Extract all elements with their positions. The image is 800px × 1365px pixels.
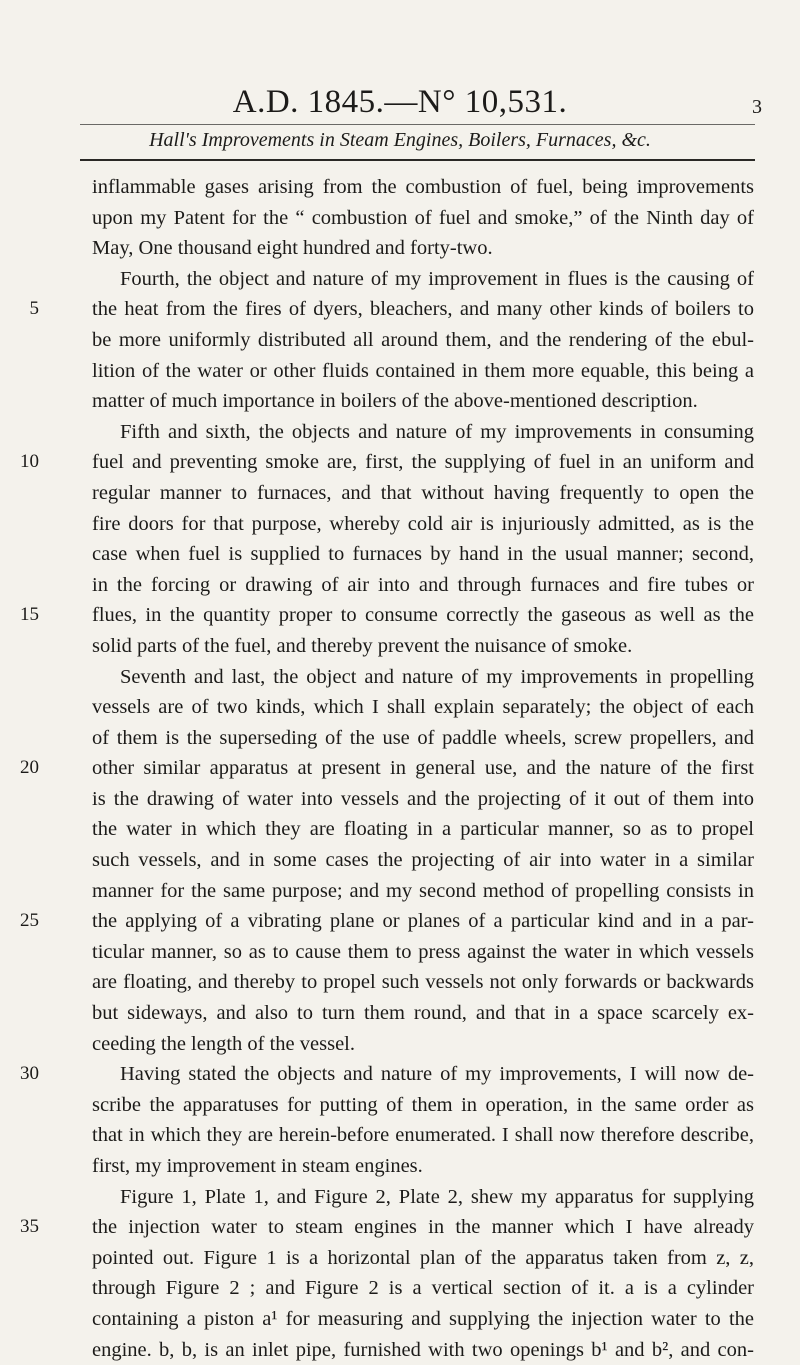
text-line-content: ceeding the length of the vessel. [92, 1032, 355, 1055]
text-line-content: the heat from the fires of dyers, bleachers, and many other kinds of boilers to [92, 298, 754, 321]
text-line [0, 417, 800, 448]
text-line-content: Fourth, the object and nature of my improvement in flues is the causing of [120, 267, 754, 290]
text-line-content: engine. b, b, is an inlet pipe, furnished with two openings b¹ and b², and con- [92, 1338, 754, 1361]
text-line [0, 1059, 800, 1090]
text-line [0, 325, 800, 356]
text-line-content: Seventh and last, the object and nature of my improvements in propelling [120, 665, 754, 688]
text-line-content: regular manner to furnaces, and that without having frequently to open the [92, 481, 754, 504]
text-line-content: containing a piston a¹ for measuring and supplying the injection water to the [92, 1307, 754, 1330]
text-line-content: first, my improvement in steam engines. [92, 1155, 423, 1177]
text-line-content: such vessels, and in some cases the projecting of air into water in a similar [92, 849, 754, 872]
text-line [0, 294, 800, 325]
text-line [0, 753, 800, 784]
text-line-content: upon my Patent for the “ combustion of fuel and smoke,” of the Ninth day of [92, 206, 754, 229]
line-number: 5 [29, 298, 39, 320]
text-line [0, 1335, 800, 1365]
text-line [0, 1273, 800, 1304]
text-line [0, 203, 800, 234]
text-line [0, 264, 800, 295]
text-line [0, 937, 800, 968]
text-line-content: lition of the water or other fluids contained in them more equable, this being a [92, 359, 754, 382]
text-line-content: are floating, and thereby to propel such vessels not only forwards or backwards [92, 971, 754, 994]
text-line-content: is the drawing of water into vessels and the projecting of it out of them into [92, 787, 754, 810]
text-line-content: case when fuel is supplied to furnaces by hand in the usual manner; second, [92, 543, 754, 566]
text-line [0, 1090, 800, 1121]
text-line-content: inflammable gases arising from the combustion of fuel, being improvements [92, 176, 754, 198]
line-number: 15 [20, 604, 39, 626]
text-line [0, 172, 800, 203]
text-line [0, 1120, 800, 1151]
text-line [0, 539, 800, 570]
text-line-content: Fifth and sixth, the objects and nature of my improvements in consuming [120, 420, 754, 443]
text-line [0, 509, 800, 540]
text-line-content: the water in which they are floating in a particular manner, so as to propel [92, 818, 754, 841]
text-line-content: flues, in the quantity proper to consume correctly the gaseous as well as the [92, 604, 754, 627]
text-line-content: that in which they are herein-before enumerated. I shall now therefore describe, [92, 1124, 754, 1147]
text-line-content: ticular manner, so as to cause them to press against the water in which vessels [92, 940, 754, 963]
line-number: 30 [20, 1063, 39, 1085]
text-line-content: Having stated the objects and nature of my improvements, I will now de- [120, 1063, 754, 1086]
text-line [0, 1182, 800, 1213]
text-line-content: other similar apparatus at present in general use, and the nature of the first [92, 757, 754, 780]
text-line-content: May, One thousand eight hundred and forty-two. [92, 237, 493, 260]
text-line [0, 876, 800, 907]
text-line [0, 1029, 800, 1060]
text-line-content: Figure 1, Plate 1, and Figure 2, Plate 2, shew my apparatus for supplying [120, 1185, 754, 1208]
page-header-title: A.D. 1845.—N° 10,531. [232, 84, 568, 120]
text-line-content: but sideways, and also to turn them round, and that in a space scarcely ex- [92, 1002, 754, 1025]
header-rule-thin [80, 124, 755, 125]
page-number: 3 [752, 96, 762, 118]
text-line [0, 478, 800, 509]
text-line-content: be more uniformly distributed all around them, and the rendering of the ebul- [92, 328, 754, 351]
text-line [0, 784, 800, 815]
text-line [0, 906, 800, 937]
text-line-content: the injection water to steam engines in the manner which I have already [92, 1216, 754, 1239]
text-line-content: fuel and preventing smoke are, first, the supplying of fuel in an uniform and [92, 451, 754, 474]
text-line [0, 967, 800, 998]
running-head: Hall's Improvements in Steam Engines, Boilers, Furnaces, &c. [149, 129, 651, 151]
line-number: 25 [20, 910, 39, 932]
text-line [0, 662, 800, 693]
text-line [0, 631, 800, 662]
text-line [0, 845, 800, 876]
text-line [0, 998, 800, 1029]
text-line-content: fire doors for that purpose, whereby cold air is injuriously admitted, as is the [92, 512, 754, 535]
text-line [0, 600, 800, 631]
text-line-content: manner for the same purpose; and my second method of propelling consists in [92, 879, 754, 902]
text-line [0, 1243, 800, 1274]
text-line-content: through Figure 2 ; and Figure 2 is a vertical section of it. a is a cylinder [92, 1277, 754, 1300]
text-line [0, 723, 800, 754]
text-line-content: of them is the superseding of the use of paddle wheels, screw propellers, and [92, 726, 754, 749]
text-line [0, 570, 800, 601]
text-line [0, 1151, 800, 1182]
line-number: 35 [20, 1216, 39, 1238]
text-line [0, 233, 800, 264]
line-number: 20 [20, 757, 39, 779]
body-text [0, 172, 800, 1365]
text-line-content: matter of much importance in boilers of the above-mentioned description. [92, 390, 698, 413]
text-line-content: the applying of a vibrating plane or planes of a particular kind and in a par- [92, 910, 754, 933]
text-line [0, 814, 800, 845]
line-number: 10 [20, 451, 39, 473]
text-line [0, 1304, 800, 1335]
text-line [0, 692, 800, 723]
text-line-content: in the forcing or drawing of air into and through furnaces and fire tubes or [92, 573, 754, 596]
text-line [0, 447, 800, 478]
text-line-content: scribe the apparatuses for putting of them in operation, in the same order as [92, 1093, 754, 1116]
text-line [0, 386, 800, 417]
text-line-content: solid parts of the fuel, and thereby prevent the nuisance of smoke. [92, 634, 633, 657]
header-rule-thick [80, 159, 755, 161]
text-line-content: pointed out. Figure 1 is a horizontal plan of the apparatus taken from z, z, [92, 1246, 754, 1269]
text-line [0, 1212, 800, 1243]
text-line-content: vessels are of two kinds, which I shall explain separately; the object of each [92, 696, 754, 719]
text-line [0, 356, 800, 387]
